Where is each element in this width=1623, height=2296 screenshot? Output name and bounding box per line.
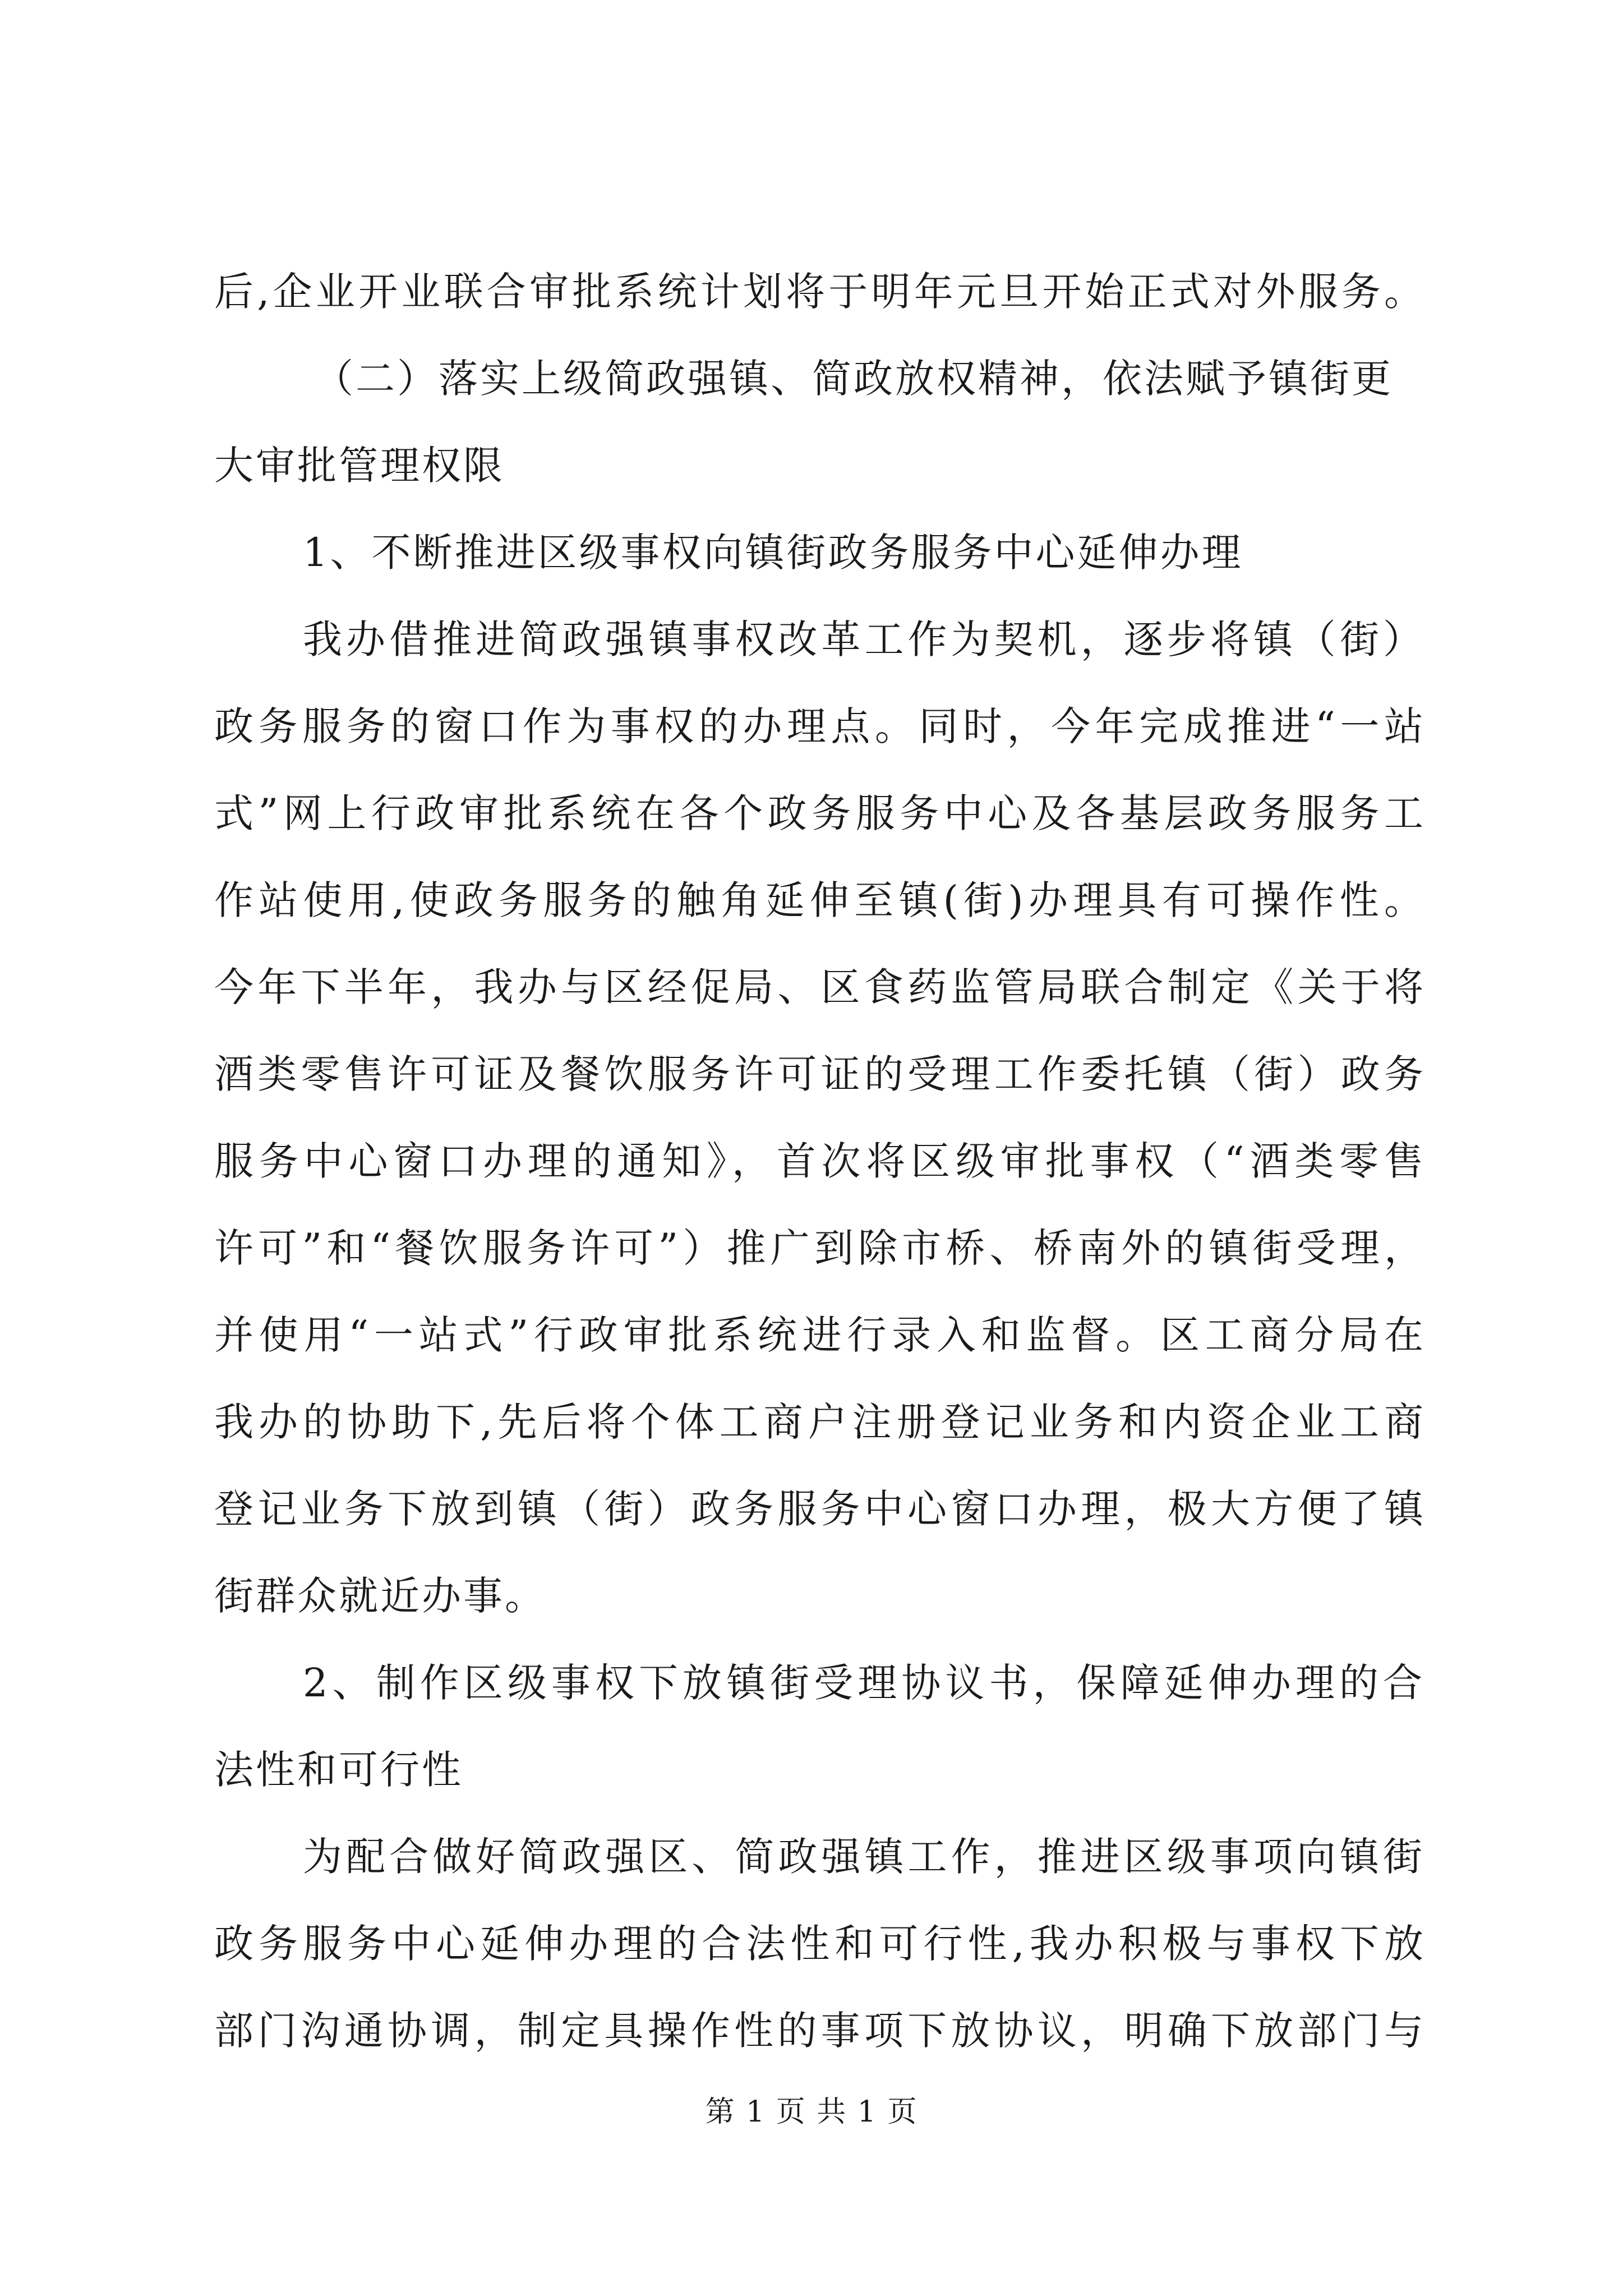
paragraph-line: 服务中心窗口办理的通知》，首次将区级审批事权（“酒类零售 <box>214 1138 1426 1184</box>
section-heading-line: 大审批管理权限 <box>214 443 505 489</box>
paragraph-line: 我办的协助下,先后将个体工商户注册登记业务和内资企业工商 <box>214 1399 1426 1445</box>
paragraph-line: 为配合做好简政强区、简政强镇工作，推进区级事项向镇街 <box>303 1834 1424 1880</box>
page-number-footer: 第 1 页 共 1 页 <box>705 2095 918 2129</box>
paragraph-line: 政务服务的窗口作为事权的办理点。同时，今年完成推进“一站 <box>214 703 1426 749</box>
paragraph-line: 作站使用,使政务服务的触角延伸至镇(街)办理具有可操作性。 <box>214 877 1426 923</box>
paragraph-line: 式”网上行政审批系统在各个政务服务中心及各基层政务服务工 <box>214 790 1426 836</box>
paragraph-line: 并使用“一站式”行政审批系统进行录入和监督。区工商分局在 <box>214 1312 1426 1358</box>
paragraph-line: 登记业务下放到镇（街）政务服务中心窗口办理，极大方便了镇 <box>214 1486 1426 1532</box>
paragraph-line: 我办借推进简政强镇事权改革工作为契机，逐步将镇（街） <box>303 616 1424 662</box>
subheading-line: 2、制作区级事权下放镇街受理协议书，保障延伸办理的合 <box>303 1660 1424 1706</box>
paragraph-line: 今年下半年，我办与区经促局、区食药监管局联合制定《关于将 <box>214 964 1426 1010</box>
paragraph-line: 部门沟通协调，制定具操作性的事项下放协议，明确下放部门与 <box>214 2008 1426 2054</box>
subheading-line: 1、不断推进区级事权向镇街政务服务中心延伸办理 <box>303 530 1243 576</box>
paragraph-line: 政务服务中心延伸办理的合法性和可行性,我办积极与事权下放 <box>214 1921 1426 1967</box>
paragraph-line: 后,企业开业联合审批系统计划将于明年元旦开始正式对外服务。 <box>214 269 1426 315</box>
paragraph-line: 酒类零售许可证及餐饮服务许可证的受理工作委托镇（街）政务 <box>214 1051 1426 1097</box>
subheading-line: 法性和可行性 <box>214 1747 463 1793</box>
paragraph-line: 许可”和“餐饮服务许可”）推广到除市桥、桥南外的镇街受理， <box>214 1225 1426 1271</box>
paragraph-line: 街群众就近办事。 <box>214 1573 546 1619</box>
section-heading-line: （二）落实上级简政强镇、简政放权精神，依法赋予镇街更 <box>314 356 1393 402</box>
